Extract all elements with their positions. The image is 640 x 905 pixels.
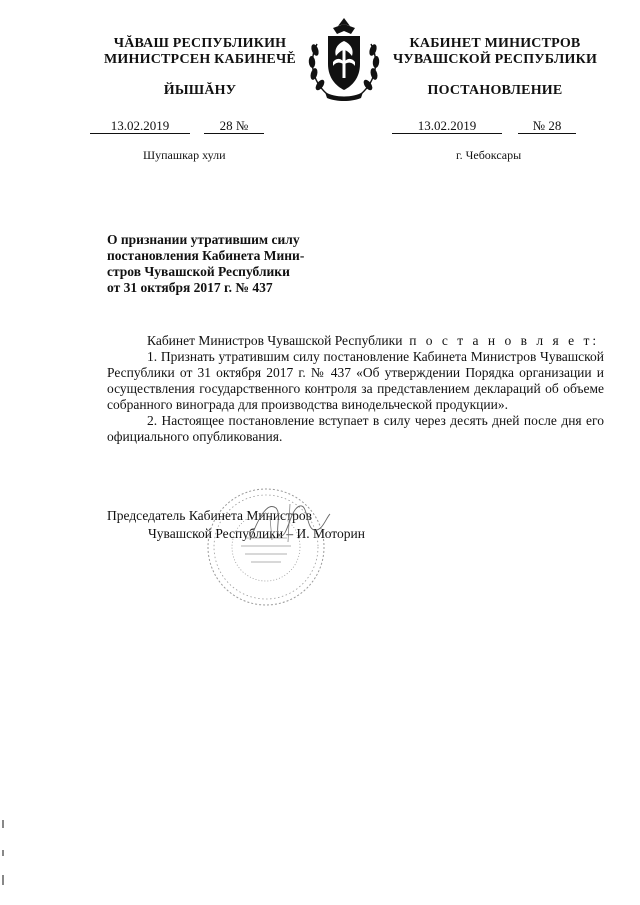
margin-mark: [2, 875, 4, 885]
intro-paragraph: [107, 333, 604, 349]
title-line-2: постановления Кабинета Мини-: [107, 248, 305, 263]
margin-mark: [2, 850, 4, 856]
signature-republic: Чувашской Республики: [148, 526, 284, 541]
margin-mark: [2, 820, 4, 828]
signature-name: И. Моторин: [296, 526, 365, 541]
left-place: Шупашкар хули: [143, 148, 226, 162]
right-date-field: 13.02.2019: [392, 118, 502, 134]
intro-verb: п о с т а н о в л я е т:: [409, 333, 600, 348]
right-number-field: № 28: [518, 118, 576, 134]
header-right-line1: КАБИНЕТ МИНИСТРОВ: [409, 36, 581, 51]
header-left-org: [80, 36, 320, 68]
header-left-line2: МИНИСТРСЕН КАБИНЕЧĚ: [104, 52, 296, 67]
right-place: г. Чебоксары: [456, 148, 522, 162]
item-2: 2. Настоящее постановление вступает в силу через десять дней после дня его официального опубликования.: [107, 413, 604, 444]
intro-prefix: Кабинет Министров Чувашской Республики: [147, 333, 403, 348]
signature-dash: –: [286, 526, 294, 541]
title-line-1: О признании утратившим силу: [107, 232, 300, 247]
handwritten-signature: [230, 494, 340, 554]
header-right-line2: ЧУВАШСКОЙ РЕСПУБЛИКИ: [392, 52, 598, 67]
header-left-doc-type: ЙЫШĂНУ: [163, 83, 237, 98]
header-left-line1: ЧĂВАШ РЕСПУБЛИКИН: [113, 36, 287, 51]
header-right-doc-type: ПОСТАНОВЛЕНИЕ: [427, 83, 563, 98]
title-line-4: от 31 октября 2017 г. № 437: [107, 280, 273, 295]
title-line-3: стров Чувашской Республики: [107, 264, 290, 279]
signature-position-line1: Председатель Кабинета Министров: [107, 508, 312, 523]
left-date-field: 13.02.2019: [90, 118, 190, 134]
document-body: [107, 333, 604, 445]
left-number-field: 28 №: [204, 118, 264, 134]
document-title: [107, 232, 325, 296]
header-right-org: [380, 36, 610, 68]
chuvash-coat-of-arms-icon: [303, 14, 385, 106]
item-1: 1. Признать утратившим силу постановление Кабинета Министров Чувашской Республики от 31 октября 2017 г. № 437 «Об утверждении Порядка организации и осуществления государственного контроля за представлением деклараций об объеме собранного винограда для производства винодельческой продукции».: [107, 349, 604, 412]
